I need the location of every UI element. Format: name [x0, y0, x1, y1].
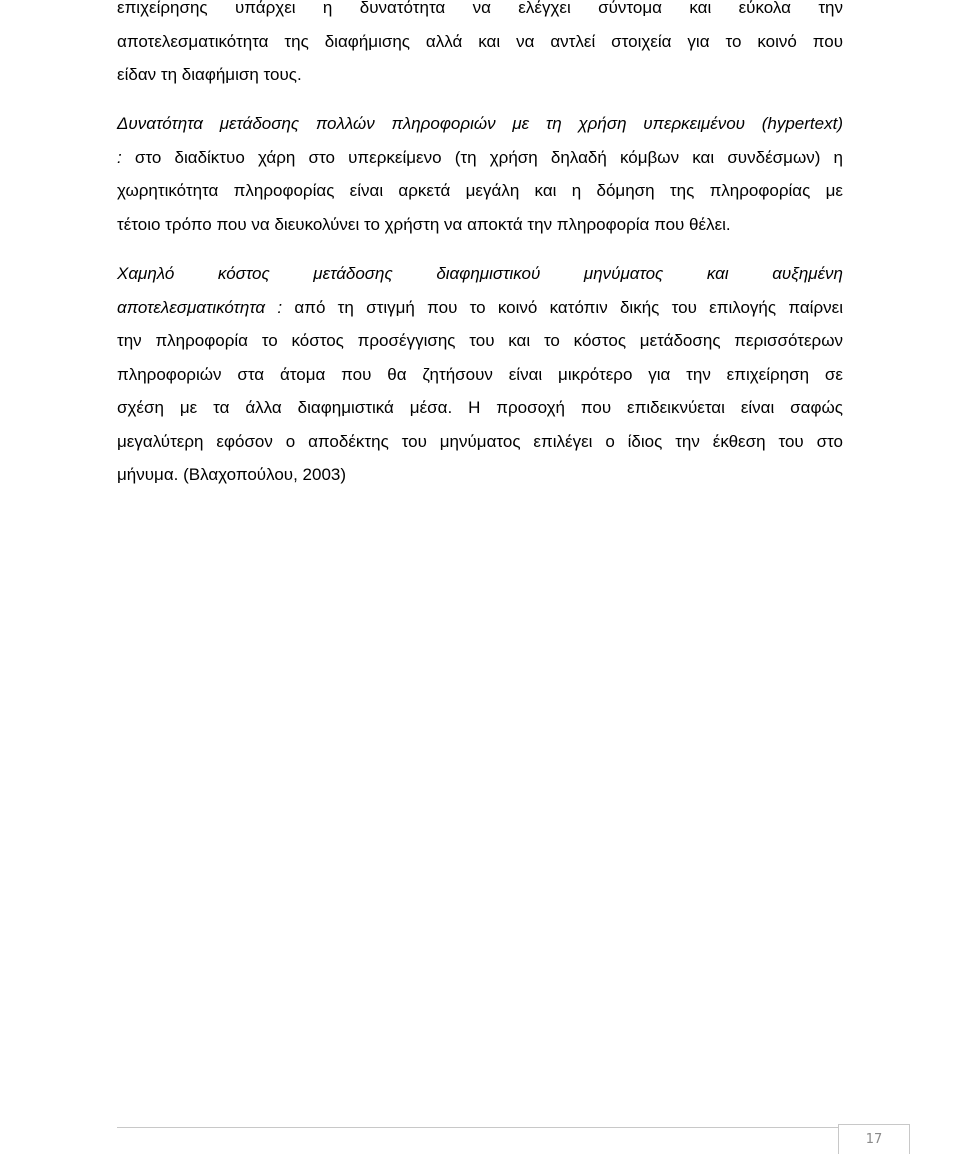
line-text: αποτελεσματικότητα της διαφήμισης αλλά και να αντλεί στοιχεία για το κοινό που: [117, 31, 843, 51]
text-line: [117, 458, 843, 492]
text-line: [117, 257, 843, 291]
line-text: στο διαδίκτυο χάρη στο υπερκείμενο (τη χρήση δηλαδή κόμβων και συνδέσμων) η: [121, 147, 843, 167]
text-line: [117, 208, 843, 242]
text-line: [117, 391, 843, 425]
line-text: είδαν τη διαφήμιση τους.: [117, 65, 302, 84]
line-text: από τη στιγμή που το κοινό κατόπιν δικής του επιλογής παίρνει: [282, 297, 843, 317]
paragraph-hypertext: [117, 107, 843, 241]
text-line: [117, 425, 843, 459]
text-line: [117, 58, 843, 92]
text-line: [117, 174, 843, 208]
emphasis-heading: Χαμηλό κόστος μετάδοσης διαφημιστικού μηνύματος και αυξημένη: [117, 264, 843, 283]
text-line: [117, 25, 843, 59]
line-text: μήνυμα. (Βλαχοπούλου, 2003): [117, 465, 347, 484]
paragraph-interactive-measurement: [117, 0, 843, 92]
line-text: μεγαλύτερη εφόσον ο αποδέκτης του μηνύματος επιλέγει ο ίδιος την έκθεση του στο: [117, 431, 843, 451]
paragraph-low-cost: [117, 257, 843, 492]
footer-divider: [117, 1127, 839, 1128]
emphasis-heading: Δυνατότητα μετάδοσης πολλών πληροφοριών με τη χρήση υπερκειμένου (hypertext): [117, 114, 843, 133]
text-line: [117, 107, 843, 141]
text-line: [117, 0, 843, 25]
line-text: επιχείρησης υπάρχει η δυνατότητα να ελέγχει σύντομα και εύκολα την: [117, 0, 843, 17]
page-number: [838, 1124, 910, 1154]
line-text: την πληροφορία το κόστος προσέγγισης του και το κόστος μετάδοσης περισσότερων: [117, 331, 843, 350]
text-line: [117, 324, 843, 358]
emphasis-heading-end: αποτελεσματικότητα :: [117, 297, 283, 317]
line-text: τέτοιο τρόπο που να διευκολύνει το χρήστη να αποκτά την πληροφορία που θέλει.: [117, 214, 731, 234]
emphasis-colon: :: [117, 147, 122, 167]
text-line: [117, 141, 843, 175]
line-text: πληροφοριών στα άτομα που θα ζητήσουν είναι μικρότερο για την επιχείρηση σε: [117, 364, 843, 384]
line-text: σχέση με τα άλλα διαφημιστικά μέσα. Η προσοχή που επιδεικνύεται είναι σαφώς: [117, 398, 843, 417]
text-line: [117, 358, 843, 392]
line-text: χωρητικότητα πληροφορίας είναι αρκετά μεγάλη και η δόμηση της πληροφορίας με: [117, 181, 843, 200]
text-line: [117, 291, 843, 325]
page-number-text: 17: [865, 1132, 883, 1147]
